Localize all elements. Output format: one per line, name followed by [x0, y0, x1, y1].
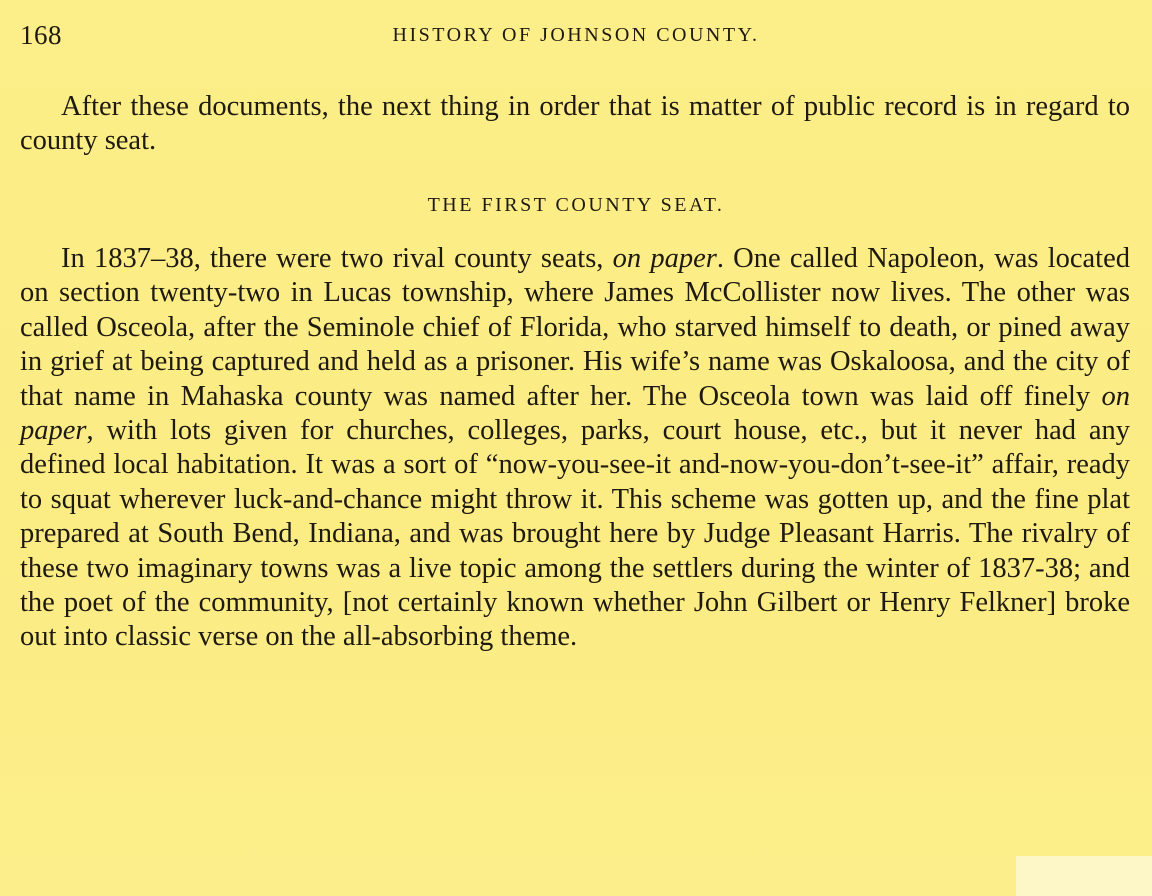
page-header [20, 20, 1132, 56]
paragraph-intro: After these documents, the next thing in order that is matter of public record is in regard to county seat. [20, 91, 1130, 157]
paragraph-county-seat [20, 242, 1130, 655]
paragraph-text: . One called Napoleon, was located on section twenty-two in Lucas township, where James McCollister now lives. The other was called Osceola, after the Seminole chief of Florida, who starved himself to death, or pined away in grief at being captured and held as a prisoner. His wife’s name was Oskaloosa, and the city of that name in Mahaska county was named after her. The Osceola town was laid off finely [20, 243, 1131, 412]
italic-phrase: on paper [612, 243, 717, 274]
paragraph-text: In 1837–38, there were two rival county seats, [61, 243, 613, 274]
section-title: THE FIRST COUNTY SEAT. [427, 194, 725, 216]
scan-corner-patch [1016, 856, 1152, 896]
paragraph-text: , with lots given for churches, colleges, parks, court house, etc., but it never had any defined local habitation. It was a sort of “now-you-see-it and-now-you-don’t-see-it” affair, ready to squat wherever luck-and-chance might throw it. This scheme was gotten up, and the fine plat prepared at South Bend, Indiana, and was brought here by Judge Pleasant Harris. The rivalry of these two imaginary towns was a live topic among the settlers during the winter of 1837-38; and the poet of the community, [not certainly known whether John Gilbert or Henry Felkner] broke out into classic verse on the all-absorbing theme. [20, 415, 1130, 653]
running-head: HISTORY OF JOHNSON COUNTY. [392, 24, 760, 46]
page-number: 168 [20, 20, 62, 50]
italic-phrase: on paper [20, 380, 1130, 447]
